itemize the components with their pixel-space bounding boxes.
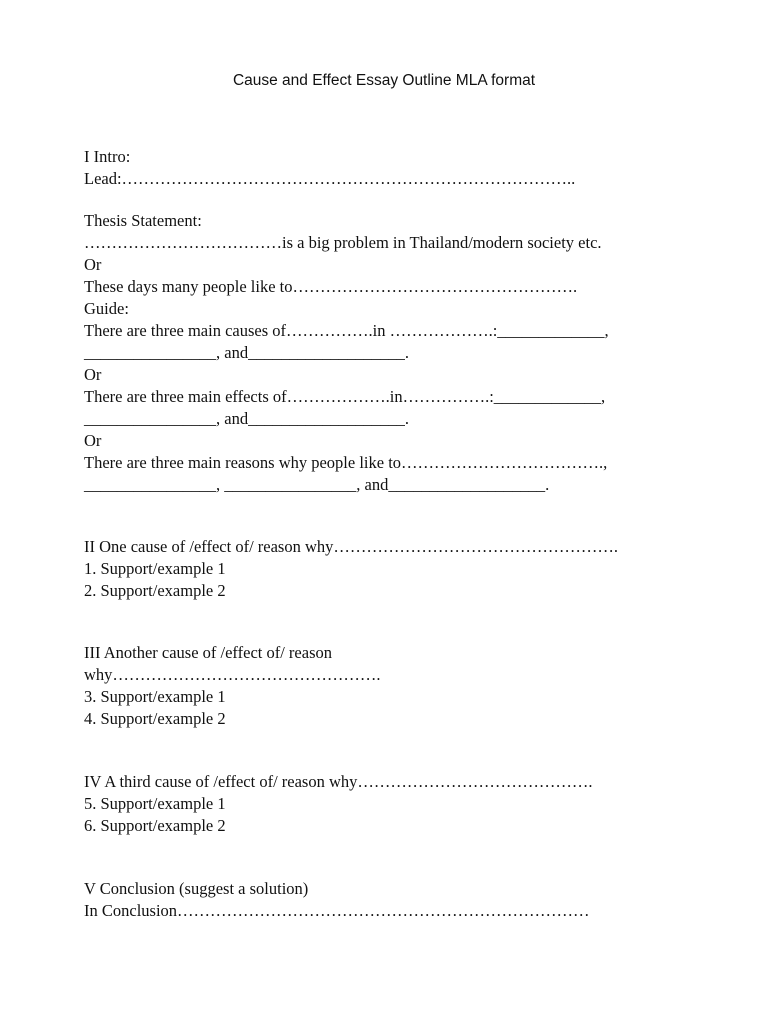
support-example-item: 5. Support/example 1 [84,794,226,813]
support-example-item: 1. Support/example 1 [84,559,226,578]
section-iv-heading: IV A third cause of /effect of/ reason why……………………………………. [84,772,593,791]
guide-effects-line: There are three main effects of……………….in…………….:_____________, [84,387,606,406]
or-line: Or [84,431,102,450]
thesis-line-1: ………………………………is a big problem in Thailand/modern society etc. [84,233,602,252]
guide-reasons-blanks: ________________, ________________, and___________________. [84,475,550,494]
lead-line: Lead:……………………………………………………………………….. [84,169,576,188]
section-iii-heading: III Another cause of /effect of/ reason [84,643,332,662]
thesis-statement-heading: Thesis Statement: [84,211,202,230]
support-example-item: 2. Support/example 2 [84,581,226,600]
section-iii-heading-cont: why…………………………………………. [84,665,381,684]
conclusion-line: In Conclusion………………………………………………………………… [84,901,590,920]
support-example-item: 4. Support/example 2 [84,709,226,728]
thesis-line-2: These days many people like to……………………………………………. [84,277,578,296]
guide-causes-line: There are three main causes of…………….in ……………….:_____________, [84,321,609,340]
or-line: Or [84,255,102,274]
guide-heading: Guide: [84,299,129,318]
guide-reasons-line: There are three main reasons why people like to………………………………., [84,453,608,472]
section-v-heading: V Conclusion (suggest a solution) [84,879,309,898]
guide-effects-blanks: ________________, and___________________. [84,409,409,428]
guide-causes-blanks: ________________, and___________________. [84,343,409,362]
support-example-item: 3. Support/example 1 [84,687,226,706]
document-title: Cause and Effect Essay Outline MLA format [232,72,536,89]
section-intro-heading: I Intro: [84,147,131,166]
or-line: Or [84,365,102,384]
support-example-item: 6. Support/example 2 [84,816,226,835]
section-ii-heading: II One cause of /effect of/ reason why……………………………………………. [84,537,619,556]
